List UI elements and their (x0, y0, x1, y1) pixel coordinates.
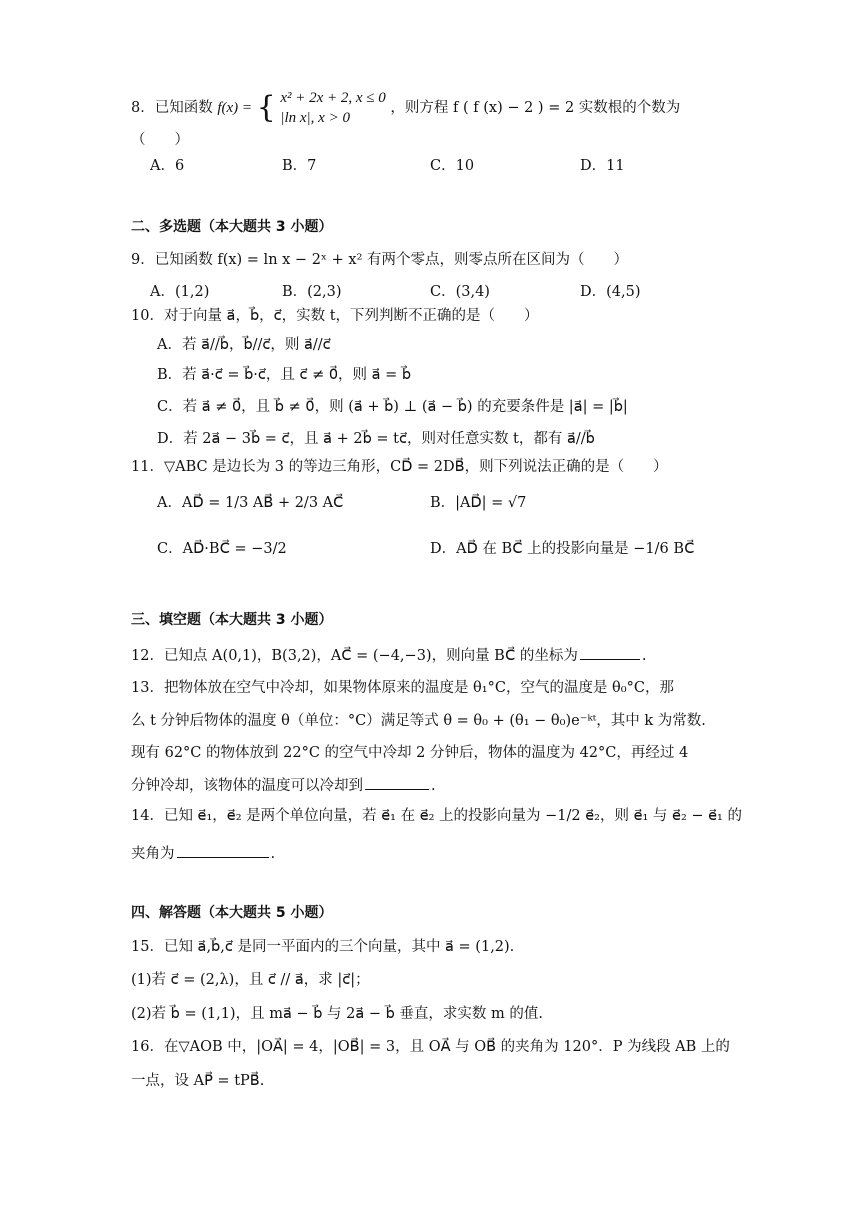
q10-stem: 10．对于向量 a⃗，b⃗，c⃗，实数 t，下列判断不正确的是（ ） (131, 308, 539, 324)
q16-line-1: 16．在▽AOB 中，|OA⃗| = 4，|OB⃗| = 3，且 OA⃗ 与 OB⃗ 的夹角为 120°．P 为线段 AB 上的 (131, 1039, 730, 1055)
q10-option-b: B．若 a⃗·c⃗ = b⃗·c⃗，且 c⃗ ≠ 0⃗，则 a⃗ = b⃗ (157, 367, 412, 383)
q14-line-2: 夹角为 . (131, 843, 275, 864)
piecewise-cases: x² + 2x + 2, x ≤ 0 |ln x|, x > 0 (280, 90, 386, 126)
q15-part-2: (2)若 b⃗ = (1,1)，且 ma⃗ − b⃗ 与 2a⃗ − b⃗ 垂直，求实数 m 的值. (131, 1006, 543, 1022)
q14-line-1: 14．已知 e⃗₁，e⃗₂ 是两个单位向量，若 e⃗₁ 在 e⃗₂ 上的投影向量为 −1/2 e⃗₂，则 e⃗₁ 与 e⃗₂ − e⃗₁ 的 (131, 808, 742, 824)
q10-option-a: A．若 a⃗//b⃗，b⃗//c⃗，则 a⃗//c⃗ (157, 337, 331, 353)
q11-option-c: C．AD⃗·BC⃗ = −3/2 (157, 541, 287, 557)
answer-blank[interactable] (365, 775, 429, 790)
q15-stem: 15．已知 a⃗,b⃗,c⃗ 是同一平面内的三个向量，其中 a⃗ = (1,2). (131, 939, 515, 955)
q13-line-3: 现有 62°C 的物体放到 22°C 的空气中冷却 2 分钟后，物体的温度为 42°C，再经过 4 (131, 745, 689, 761)
q15-part-1: (1)若 c⃗ = (2,λ)，且 c⃗ // a⃗，求 |c⃗|； (131, 972, 370, 988)
answer-blank[interactable] (580, 645, 640, 660)
q13-line-2: 么 t 分钟后物体的温度 θ（单位：°C）满足等式 θ = θ₀ + (θ₁ − θ₀)e⁻ᵏᵗ，其中 k 为常数. (131, 713, 706, 729)
q8-option-b: B．7 (282, 158, 317, 174)
q11-option-b: B．|AD⃗| = √7 (430, 495, 527, 511)
q9-option-a: A．(1,2) (150, 284, 210, 300)
q9-stem: 9．已知函数 f(x) = ln x − 2ˣ + x² 有两个零点，则零点所在区间为（ ） (131, 252, 629, 268)
q8-option-d: D．11 (580, 158, 625, 174)
q10-option-c: C．若 a⃗ ≠ 0⃗，且 b⃗ ≠ 0⃗，则 (a⃗ + b⃗) ⊥ (a⃗ − b⃗) 的充要条件是 |a⃗| = |b⃗| (157, 399, 628, 415)
q8-option-a: A．6 (150, 158, 185, 174)
q11-stem: 11．▽ABC 是边长为 3 的等边三角形，CD⃗ = 2DB⃗，则下列说法正确的是（ ） (131, 459, 668, 475)
q11-option-a: A．AD⃗ = 1/3 AB⃗ + 2/3 AC⃗ (157, 495, 344, 511)
section-heading-solutions: 四、解答题（本大题共 5 小题） (131, 905, 333, 921)
section-heading-multiple-choice: 二、多选题（本大题共 3 小题） (131, 219, 333, 235)
q12-stem: 12．已知点 A(0,1)，B(3,2)，AC⃗ = (−4,−3)，则向量 BC⃗ 的坐标为 . (131, 645, 646, 666)
answer-blank[interactable] (177, 843, 269, 858)
q13-line-1: 13．把物体放在空气中冷却，如果物体原来的温度是 θ₁°C，空气的温度是 θ₀°C，那 (131, 680, 674, 696)
q8-answer-paren: （ ） (131, 132, 189, 148)
piecewise-brace: { (256, 90, 276, 125)
q9-option-c: C．(3,4) (430, 284, 490, 300)
q9-option-d: D．(4,5) (580, 284, 641, 300)
q9-option-b: B．(2,3) (282, 284, 342, 300)
q8-stem: 8．已知函数 f(x) = { x² + 2x + 2, x ≤ 0 |ln x|, x > 0 ，则方程 f ( f (x) − 2 ) = 2 实数根的个数为 (131, 90, 681, 126)
q16-line-2: 一点，设 AP⃗ = tPB⃗. (131, 1073, 265, 1089)
q8-option-c: C．10 (430, 158, 475, 174)
q13-line-4: 分钟冷却，该物体的温度可以冷却到 . (131, 775, 436, 796)
q11-option-d: D．AD⃗ 在 BC⃗ 上的投影向量是 −1/6 BC⃗ (430, 541, 695, 557)
q10-option-d: D．若 2a⃗ − 3b⃗ = c⃗，且 a⃗ + 2b⃗ = tc⃗，则对任意实数 t，都有 a⃗//b⃗ (157, 431, 595, 447)
section-heading-fill-in: 三、填空题（本大题共 3 小题） (131, 612, 333, 628)
